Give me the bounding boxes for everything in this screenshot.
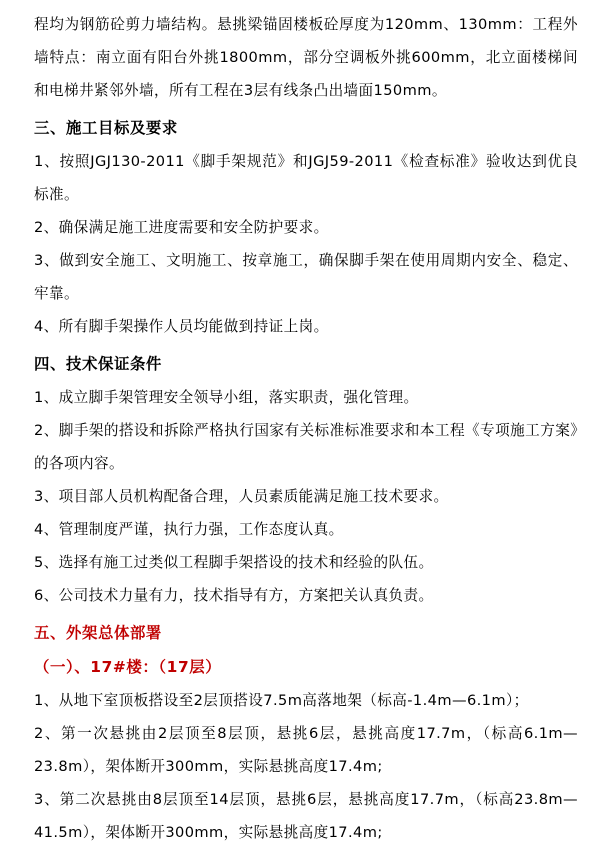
paragraph-5-1-1: 1、从地下室顶板搭设至2层顶搭设7.5m高落地架（标高-1.4m—6.1m）； [34,692,529,709]
paragraph-4-1: 1、成立脚手架管理安全领导小组，落实职责，强化管理。 [34,389,419,406]
paragraph-3-1: 1、按照JGJ130-2011《脚手架规范》和JGJ59-2011《检查标准》验收达到优良标准。 [34,153,578,203]
paragraph-3-3: 3、做到安全施工、文明施工、按章施工，确保脚手架在使用周期内安全、稳定、牢靠。 [34,252,578,302]
paragraph-4-2: 2、脚手架的搭设和拆除严格执行国家有关标准标准要求和本工程《专项施工方案》的各项内容。 [34,422,578,472]
paragraph-4-3: 3、项目部人员机构配备合理，人员素质能满足施工技术要求。 [34,488,449,505]
heading-section-4: 四、技术保证条件 [34,355,162,373]
paragraph-3-2: 2、确保满足施工进度需要和安全防护要求。 [34,219,329,236]
paragraph-4-5: 5、选择有施工过类似工程脚手架搭设的技术和经验的队伍。 [34,554,434,571]
heading-subsection-5-1: （一）、17#楼：（17层） [34,658,222,676]
heading-section-5: 五、外架总体部署 [34,624,162,642]
paragraph-4-4: 4、管理制度严谨，执行力强，工作态度认真。 [34,521,344,538]
heading-section-3: 三、施工目标及要求 [34,119,178,137]
paragraph-intro: 程均为钢筋砼剪力墙结构。悬挑梁锚固楼板砼厚度为120mm、130mm：工程外墙特点：南立面有阳台外挑1800mm，部分空调板外挑600mm，北立面楼梯间和电梯井紧邻外墙，所有工程在3层有线条凸出墙面150mm。 [34,16,578,99]
paragraph-4-6: 6、公司技术力量有力，技术指导有方，方案把关认真负责。 [34,587,434,604]
paragraph-5-1-2: 2、第一次悬挑由2层顶至8层顶，悬挑6层，悬挑高度17.7m，（标高6.1m—23.8m），架体断开300mm，实际悬挑高度17.4m; [34,725,578,775]
paragraph-5-1-3: 3、第二次悬挑由8层顶至14层顶，悬挑6层，悬挑高度17.7m，（标高23.8m—41.5m），架体断开300mm，实际悬挑高度17.4m; [34,791,578,841]
paragraph-3-4: 4、所有脚手架操作人员均能做到持证上岗。 [34,318,329,335]
